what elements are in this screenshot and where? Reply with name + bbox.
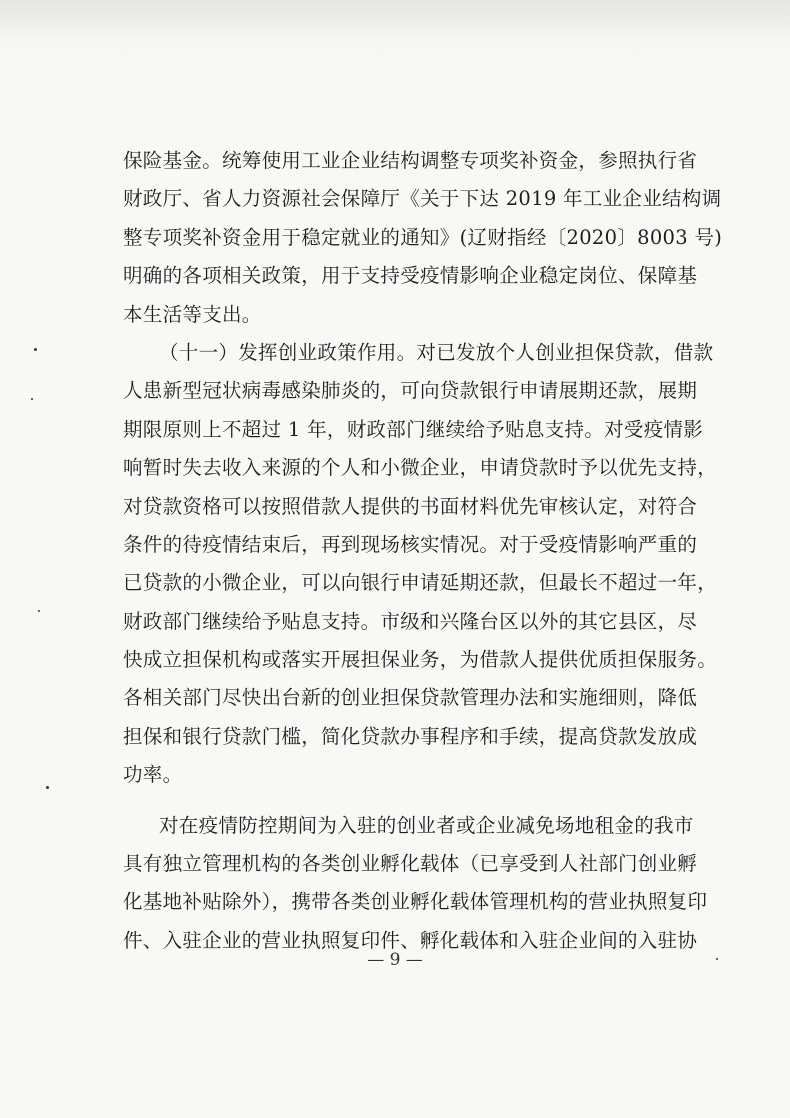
text-line: 已贷款的小微企业，可以向银行申请延期还款，但最长不超过一年， <box>123 571 718 595</box>
scan-speck <box>31 398 33 400</box>
paragraph-2 <box>123 334 718 795</box>
text-line: 本生活等支出。 <box>123 302 262 326</box>
text-line: 条件的待疫情结束后，再到现场核实情况。对于受疫情影响严重的 <box>123 532 698 556</box>
scan-speck <box>716 958 718 960</box>
text-line: 明确的各项相关政策，用于支持受疫情影响企业稳定岗位、保障基 <box>123 264 698 288</box>
text-line: 保险基金。统筹使用工业企业结构调整专项奖补资金，参照执行省 <box>123 149 698 172</box>
page-number: — 9 — <box>367 950 423 970</box>
scan-shadow <box>0 0 790 40</box>
text-line: 件、入驻企业的营业执照复印件、孵化载体和入驻企业间的入驻协 <box>123 928 698 952</box>
text-line: 财政部门继续给予贴息支持。市级和兴隆台区以外的其它县区，尽 <box>123 609 698 633</box>
text-line: 功率。 <box>123 763 183 787</box>
scan-speck <box>46 786 49 789</box>
text-line: 担保和银行贷款门槛，简化贷款办事程序和手续，提高贷款发放成 <box>123 724 698 748</box>
text-line: （十一）发挥创业政策作用。对已发放个人创业担保贷款，借款 <box>159 340 714 364</box>
paragraph-3 <box>123 807 708 961</box>
text-line: 化基地补贴除外），携带各类创业孵化载体管理机构的营业执照复印 <box>123 890 708 914</box>
body-text <box>123 142 723 960</box>
text-line: 整专项奖补资金用于稳定就业的通知》(辽财指经〔2020〕8003 号) <box>123 225 723 249</box>
text-line: 财政厅、省人力资源社会保障厅《关于下达 2019 年工业企业结构调 <box>123 187 722 211</box>
scan-speck <box>38 610 40 612</box>
text-line: 具有独立管理机构的各类创业孵化载体（已享受到人社部门创业孵 <box>123 852 698 876</box>
text-line: 人患新型冠状病毒感染肺炎的，可向贷款银行申请展期还款，展期 <box>123 379 698 403</box>
text-line: 各相关部门尽快出台新的创业担保贷款管理办法和实施细则，降低 <box>123 686 698 710</box>
paragraph-1 <box>123 142 723 334</box>
text-line: 快成立担保机构或落实开展担保业务，为借款人提供优质担保服务。 <box>123 648 718 672</box>
text-line: 期限原则上不超过 1 年，财政部门继续给予贴息支持。对受疫情影 <box>123 417 704 441</box>
text-line: 响暂时失去收入来源的个人和小微企业，申请贷款时予以优先支持， <box>123 456 718 480</box>
text-line: 对贷款资格可以按照借款人提供的书面材料优先审核认定，对符合 <box>123 494 698 518</box>
text-line: 对在疫情防控期间为入驻的创业者或企业减免场地租金的我市 <box>159 813 694 837</box>
paragraph-spacer <box>123 795 695 807</box>
scan-speck <box>34 348 37 351</box>
